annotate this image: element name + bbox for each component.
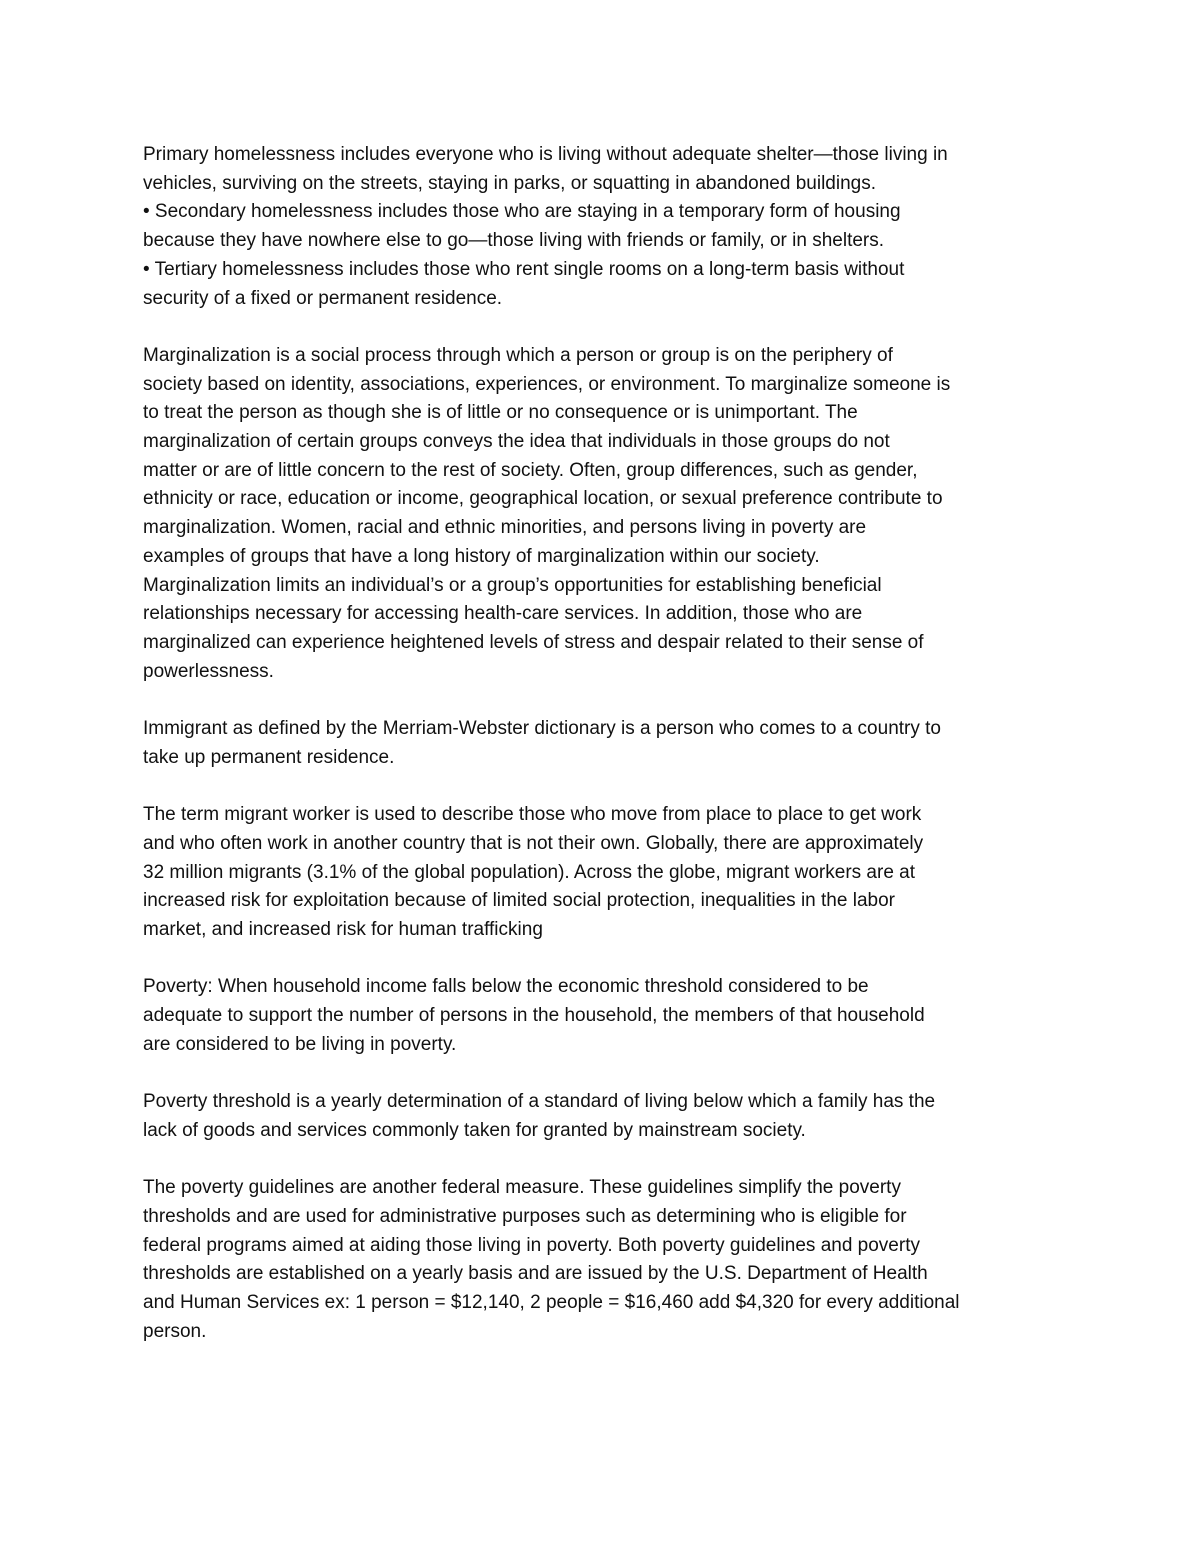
text-line: thresholds are established on a yearly basis and are issued by the U.S. Department of Health <box>143 1263 928 1285</box>
text-line: • Secondary homelessness includes those who are staying in a temporary form of housing <box>143 201 901 223</box>
text-line: Primary homelessness includes everyone who is living without adequate shelter—those living in <box>143 144 948 165</box>
text-line: The term migrant worker is used to describe those who move from place to place to get work <box>143 804 922 826</box>
text-line: marginalized can experience heightened levels of stress and despair related to their sense of <box>143 631 924 653</box>
text-line: powerlessness. <box>143 660 274 682</box>
text-line: ethnicity or race, education or income, geographical location, or sexual preference contribute to <box>143 488 943 510</box>
text-line: 32 million migrants (3.1% of the global population). Across the globe, migrant workers are at <box>143 861 916 883</box>
text-line: are considered to be living in poverty. <box>143 1033 457 1055</box>
text-line: because they have nowhere else to go—those living with friends or family, or in shelters. <box>143 230 885 252</box>
text-line: and Human Services ex: 1 person = $12,140, 2 people = $16,460 add $4,320 for every additional <box>143 1292 960 1314</box>
text-line: increased risk for exploitation because of limited social protection, inequalities in the labor <box>143 890 895 912</box>
text-line: to treat the person as though she is of little or no consequence or is unimportant. The <box>143 402 858 424</box>
text-line: Poverty threshold is a yearly determination of a standard of living below which a family has the <box>143 1091 936 1113</box>
text-line: Poverty: When household income falls below the economic threshold considered to be <box>143 976 869 998</box>
text-line: marginalization of certain groups conveys the idea that individuals in those groups do not <box>143 431 890 453</box>
text-line: Marginalization limits an individual’s or a group’s opportunities for establishing beneficial <box>143 574 882 596</box>
paragraph-poverty-threshold-definition <box>143 1088 1073 1145</box>
paragraph-migrant-worker-definition <box>143 801 1073 945</box>
document-page <box>143 141 1073 1375</box>
text-line: relationships necessary for accessing health-care services. In addition, those who are <box>143 603 863 625</box>
text-line: lack of goods and services commonly taken for granted by mainstream society. <box>143 1119 806 1141</box>
text-line: The poverty guidelines are another federal measure. These guidelines simplify the poverty <box>143 1177 901 1199</box>
paragraph-homelessness-definitions <box>143 141 1073 313</box>
text-line: society based on identity, associations, experiences, or environment. To marginalize someone is <box>143 373 951 395</box>
text-line: adequate to support the number of persons in the household, the members of that household <box>143 1005 925 1027</box>
text-line: matter or are of little concern to the rest of society. Often, group differences, such as gender, <box>143 459 918 481</box>
text-line: security of a fixed or permanent residence. <box>143 287 503 309</box>
text-line: • Tertiary homelessness includes those who rent single rooms on a long-term basis without <box>143 258 905 280</box>
text-line: examples of groups that have a long history of marginalization within our society. <box>143 545 820 567</box>
text-line: Immigrant as defined by the Merriam-Webster dictionary is a person who comes to a country to <box>143 718 941 740</box>
paragraph-immigrant-definition <box>143 715 1073 772</box>
paragraph-poverty-guidelines-definition <box>143 1174 1073 1346</box>
text-line: person. <box>143 1320 207 1342</box>
paragraph-marginalization-definition <box>143 342 1073 686</box>
text-line: thresholds and are used for administrative purposes such as determining who is eligible for <box>143 1205 907 1227</box>
text-line: take up permanent residence. <box>143 746 395 768</box>
text-line: market, and increased risk for human trafficking <box>143 918 543 940</box>
paragraph-poverty-definition <box>143 973 1073 1059</box>
text-line: vehicles, surviving on the streets, staying in parks, or squatting in abandoned buildings. <box>143 172 876 194</box>
text-line: federal programs aimed at aiding those living in poverty. Both poverty guidelines and poverty <box>143 1234 920 1256</box>
text-line: Marginalization is a social process through which a person or group is on the periphery of <box>143 344 893 366</box>
text-line: marginalization. Women, racial and ethnic minorities, and persons living in poverty are <box>143 517 867 539</box>
text-line: and who often work in another country that is not their own. Globally, there are approximately <box>143 832 924 854</box>
